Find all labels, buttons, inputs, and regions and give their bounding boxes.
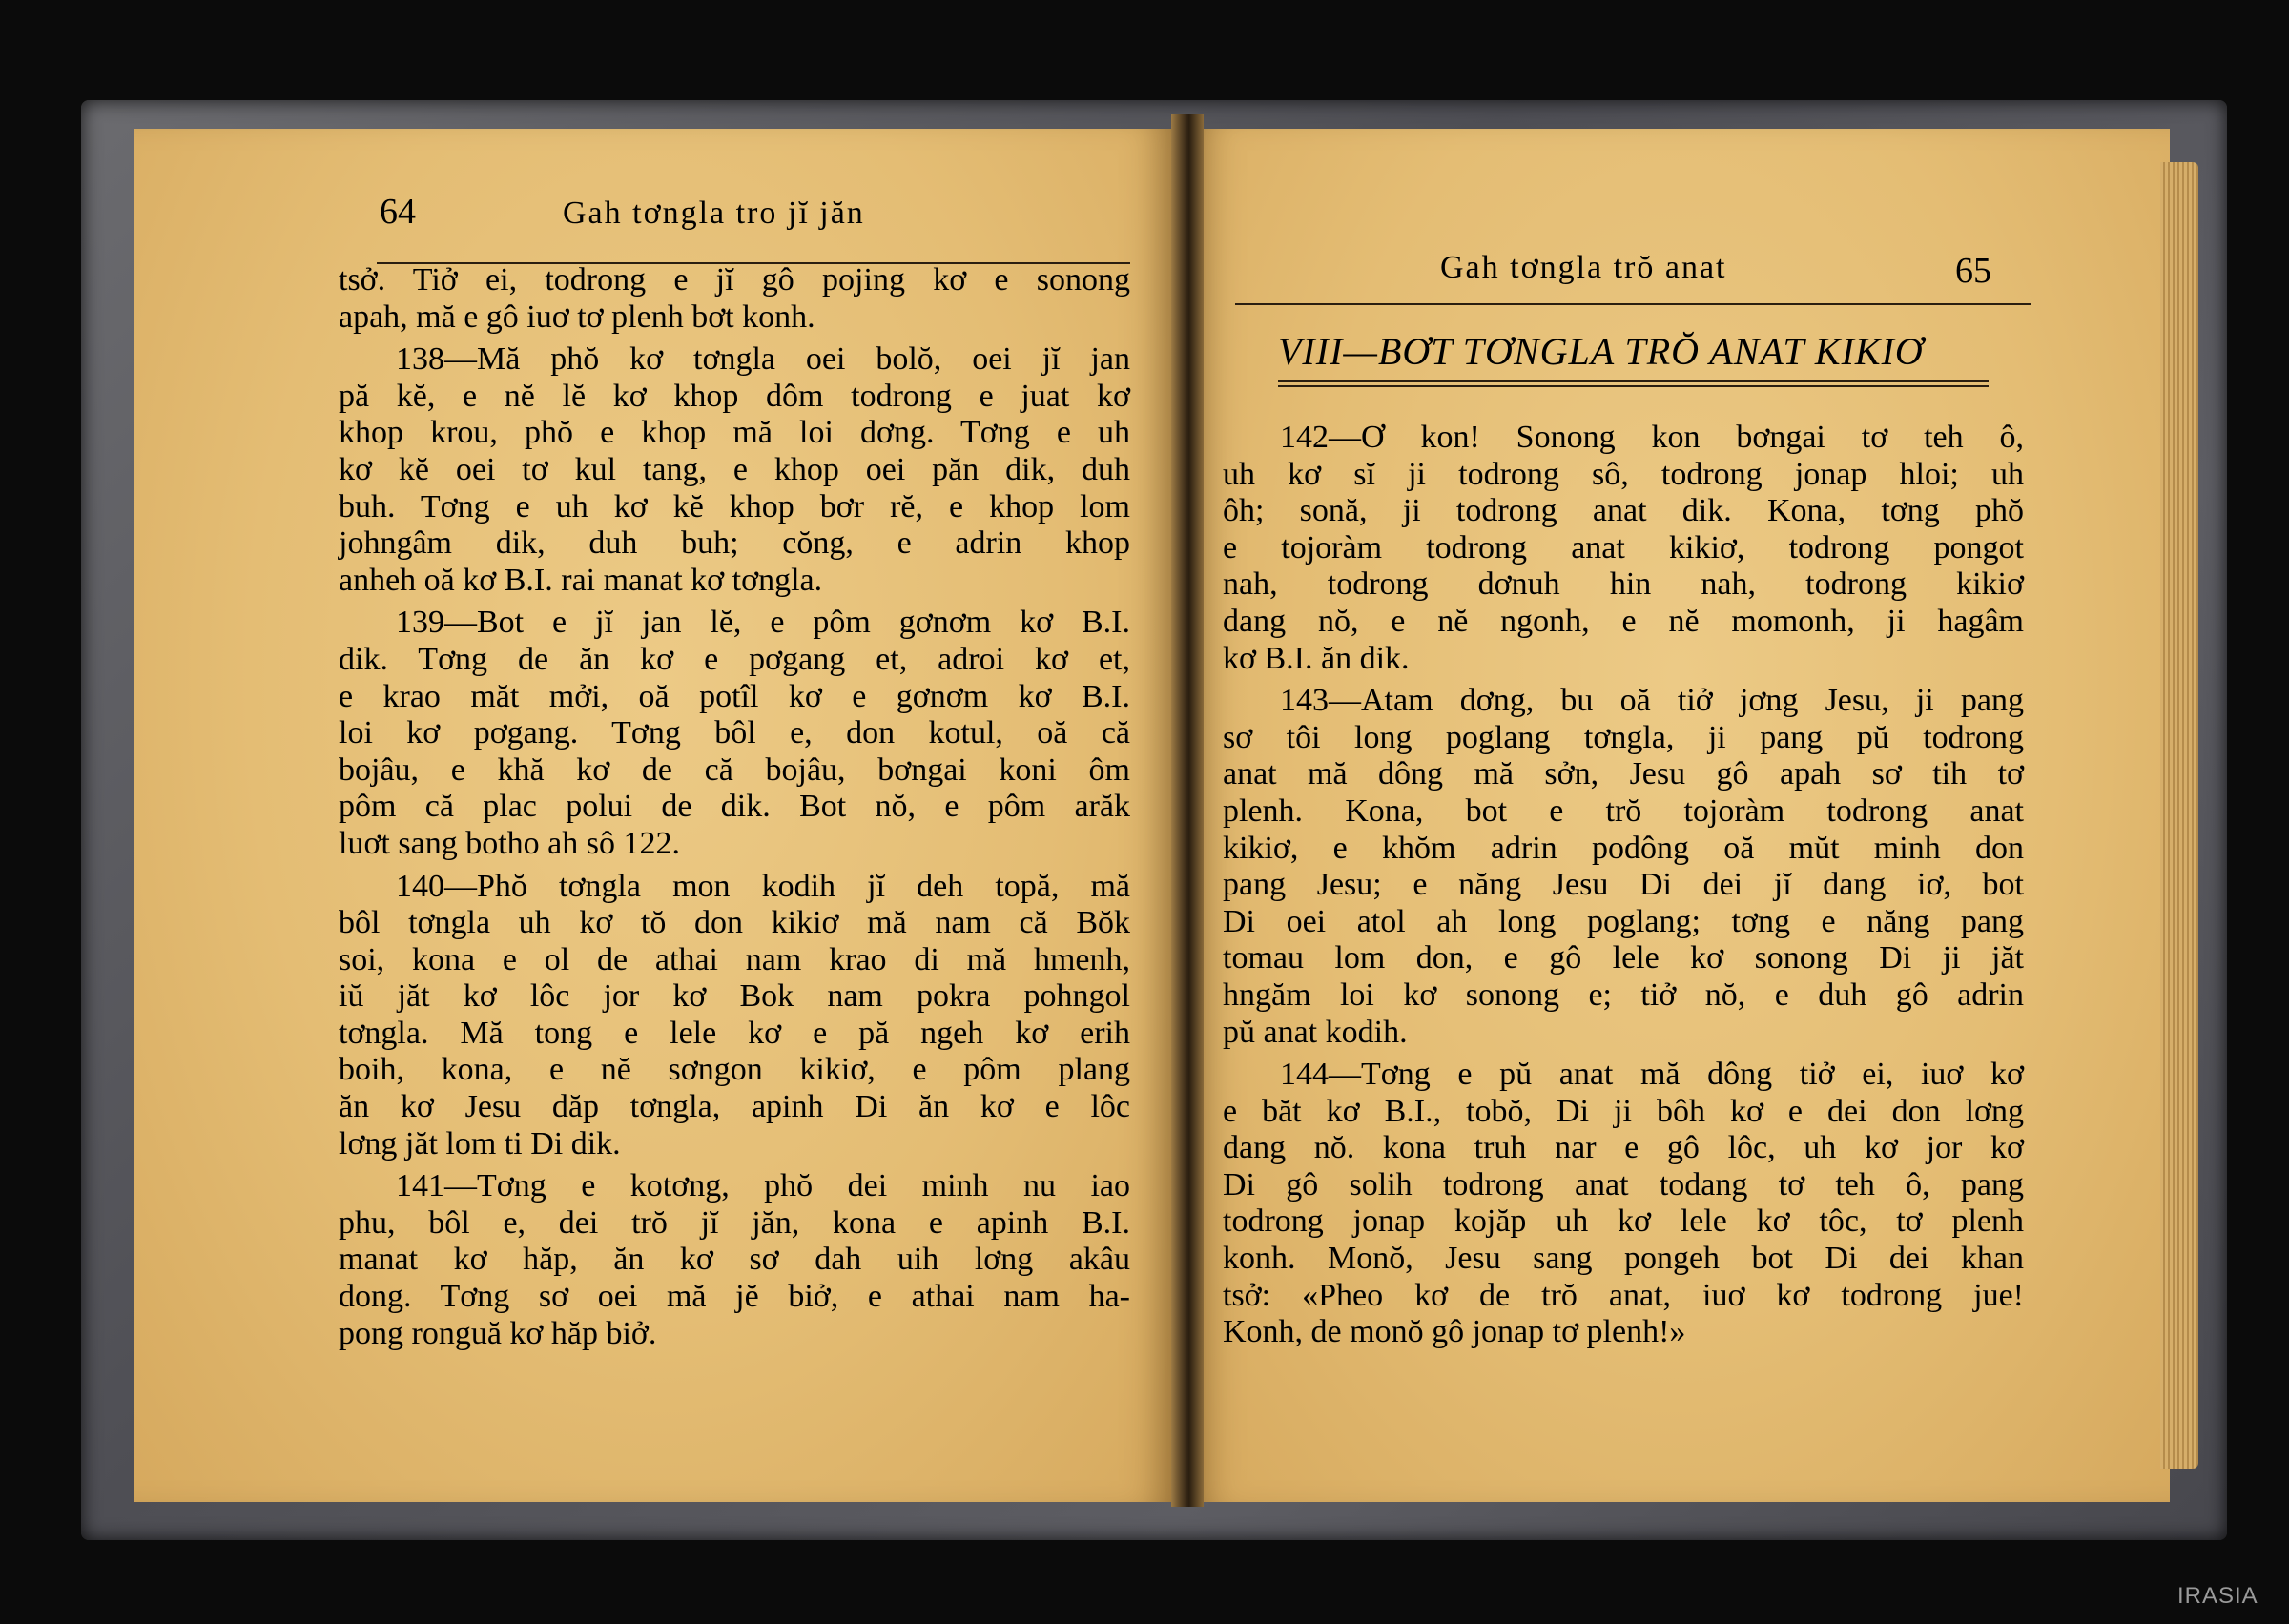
text-line: pôm că plac polui de dik. Bot nŏ, e pôm arăk	[339, 789, 1130, 825]
text-line: manat kơ hăp, ăn kơ sơ dah uih lơng akâu	[339, 1242, 1130, 1278]
text-line: ôh; sonă, ji todrong anat dik. Kona, tơng phŏ	[1223, 493, 2024, 529]
text-line: dang nŏ. kona truh nar e gô lôc, uh kơ jor kơ	[1223, 1130, 2024, 1166]
right-page-text	[1223, 420, 2024, 1351]
text-line: kikiơ, e khŏm adrin podông oă mŭt minh don	[1223, 830, 2024, 866]
text-line: 143—Atam dơng, bu oă tiở jơng Jesu, ji pang	[1280, 683, 2024, 719]
text-line: e krao măt mởi, oă potîl kơ e gơnơm kơ B.I.	[339, 678, 1130, 714]
text-line: kơ B.I. ăn dik.	[1223, 640, 1410, 676]
text-line: soi, kona e ol de athai nam krao di mă hmenh,	[339, 941, 1130, 977]
right-page-number: 65	[1955, 251, 1991, 291]
text-line: anat mă dông mă sởn, Jesu gô apah sơ tih tơ	[1223, 756, 2024, 792]
text-line: dik. Tơng de ăn kơ e pơgang et, adroi kơ et,	[339, 641, 1130, 677]
left-page-number: 64	[380, 192, 416, 232]
text-line: johngâm dik, duh buh; cŏng, e adrin khop	[339, 525, 1130, 562]
text-line: pong ronguă kơ hăp biở.	[339, 1315, 657, 1351]
text-line: tomau lom don, e gô lele kơ sonong Di ji jăt	[1223, 940, 2024, 976]
text-line: lơng jăt lom ti Di dik.	[339, 1125, 621, 1161]
text-line: ăn kơ Jesu dăp tơngla, apinh Di ăn kơ e lôc	[339, 1089, 1130, 1125]
text-line: todrong jonap kojăp uh kơ lele kơ tôc, tơ plenh	[1223, 1203, 2024, 1240]
text-line: tsở. Tiở ei, todrong e jĭ gô pojing kơ e sonong	[339, 262, 1130, 298]
text-line: boih, kona, e nĕ sơngon kikiơ, e pôm plang	[339, 1052, 1130, 1088]
text-line: bôl tơngla uh kơ tŏ don kikiơ mă nam că Bŏk	[339, 905, 1130, 941]
text-line: hngăm loi kơ sonong e; tiở nŏ, e duh gô adrin	[1223, 976, 2024, 1013]
text-line: Konh, de monŏ gô jonap tơ plenh!»	[1223, 1314, 1686, 1350]
text-line: e tojoràm todrong anat kikiơ, todrong pongot	[1223, 529, 2024, 565]
text-line: anheh oă kơ B.I. rai manat kơ tơngla.	[339, 562, 823, 598]
right-header-rule	[1235, 303, 2031, 305]
text-line: loi kơ pơgang. Tơng bôl e, don kotul, oă că	[339, 715, 1130, 751]
text-line: tsở: «Pheo kơ de trŏ anat, iuơ kơ todrong jue!	[1223, 1277, 2024, 1313]
left-page-text	[339, 262, 1130, 1352]
chapter-title-underline-2	[1278, 385, 1989, 387]
page-edges	[2160, 162, 2198, 1469]
text-line: e băt kơ B.I., tobŏ, Di ji bôh kơ e dei don lơng	[1223, 1093, 2024, 1129]
text-line: dang nŏ, e nĕ ngonh, e nĕ momonh, ji hagâm	[1223, 603, 2024, 639]
text-line: bojâu, e khă kơ de că bojâu, bơngai koni ôm	[339, 751, 1130, 788]
text-line: uh kơ sĭ ji todrong sô, todrong jonap hloi; uh	[1223, 456, 2024, 492]
text-line: iŭ jăt kơ lôc jor kơ Bok nam pokra pohngol	[339, 978, 1130, 1015]
text-line: 140—Phŏ tơngla mon kodih jĭ deh topă, mă	[396, 868, 1130, 904]
text-line: phu, bôl e, dei trŏ jĭ jăn, kona e apinh B.I.	[339, 1204, 1130, 1241]
text-line: apah, mă e gô iuơ tơ plenh bơt konh.	[339, 298, 815, 335]
left-running-head: Gah tơngla tro jĭ jăn	[563, 195, 865, 231]
text-line: khop krou, phŏ e khop mă loi dơng. Tơng e uh	[339, 415, 1130, 451]
text-line: pang Jesu; e năng Jesu Di dei jĭ dang iơ, bot	[1223, 867, 2024, 903]
text-line: 142—Ơ kon! Sonong kon bơngai tơ teh ô,	[1280, 420, 2024, 455]
watermark: IRASIA	[2177, 1583, 2258, 1609]
chapter-title: VIII—BƠT TƠNGLA TRŎ ANAT KIKIƠ	[1278, 330, 1924, 373]
text-line: sơ tôi long poglang tơngla, ji pang pŭ todrong	[1223, 719, 2024, 755]
text-line: nah, todrong dơnuh hin nah, todrong kikiơ	[1223, 566, 2024, 603]
right-running-head: Gah tơngla trŏ anat	[1440, 250, 1727, 285]
text-line: 144—Tơng e pŭ anat mă dông tiở ei, iuơ kơ	[1280, 1057, 2024, 1093]
text-line: buh. Tơng e uh kơ kĕ khop bơr rĕ, e khop lom	[339, 488, 1130, 524]
book-gutter	[1171, 114, 1204, 1507]
chapter-title-underline	[1278, 380, 1989, 382]
text-line: pă kĕ, e nĕ lĕ kơ khop dôm todrong e juat kơ	[339, 378, 1130, 414]
text-line: Di gô solih todrong anat todang tơ teh ô, pang	[1223, 1166, 2024, 1203]
text-line: Di oei atol ah long poglang; tơng e năng pang	[1223, 903, 2024, 939]
text-line: 141—Tơng e kotơng, phŏ dei minh nu iao	[396, 1168, 1130, 1204]
text-line: pŭ anat kodih.	[1223, 1014, 1408, 1050]
text-line: konh. Monŏ, Jesu sang pongeh bot Di dei khan	[1223, 1241, 2024, 1277]
text-line: 139—Bot e jĭ jan lĕ, e pôm gơnơm kơ B.I.	[396, 605, 1130, 641]
text-line: dong. Tơng sơ oei mă jĕ biở, e athai nam ha-	[339, 1279, 1130, 1315]
text-line: kơ kĕ oei tơ kul tang, e khop oei păn dik, duh	[339, 451, 1130, 487]
text-line: tơngla. Mă tong e lele kơ e pă ngeh kơ erih	[339, 1015, 1130, 1051]
text-line: 138—Mă phŏ kơ tơngla oei bolŏ, oei jĭ jan	[396, 341, 1130, 378]
text-line: plenh. Kona, bot e trŏ tojoràm todrong anat	[1223, 792, 2024, 829]
text-line: luơt sang botho ah sô 122.	[339, 825, 680, 861]
